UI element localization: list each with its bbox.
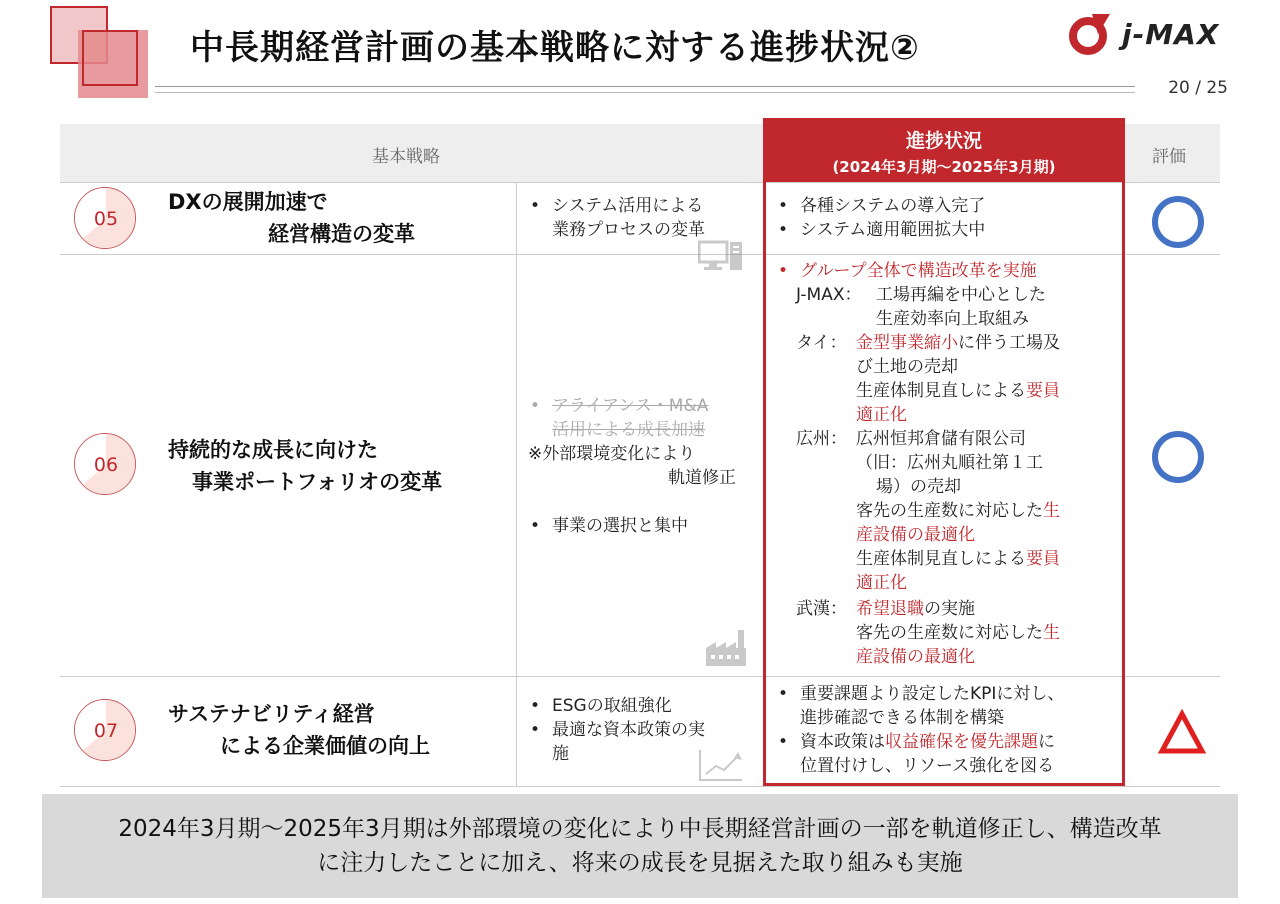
progress-text: 生産体制見直しによる要員 (856, 381, 1060, 401)
progress-header-period: (2024年3月期～2025年3月期) (832, 158, 1056, 176)
strategy-number-badge (74, 699, 136, 761)
row-divider (60, 786, 1220, 787)
strategy-number: 06 (93, 454, 119, 476)
progress-text: 金型事業縮小に伴う工場及 (856, 333, 1060, 353)
progress-text: （旧：広州丸順社第１工 (856, 453, 1043, 473)
summary-box (42, 794, 1238, 898)
strategy-number-badge (74, 187, 136, 249)
measure-item-cont: 施 (552, 744, 569, 764)
progress-text: 工場再編を中心とした (876, 285, 1046, 305)
progress-text: 適正化 (856, 573, 907, 593)
progress-text: 広州恒邦倉儲有限公司 (856, 429, 1026, 449)
progress-header-title: 進捗状況 (905, 130, 982, 152)
progress-heading: • グループ全体で構造改革を実施 (800, 259, 1037, 283)
measure-item: • 事業の選択と集中 (552, 514, 688, 538)
strategy-number: 07 (93, 720, 119, 742)
header-eval-cell (1125, 124, 1220, 182)
strategy-title-line2: 事業ポートフォリオの変革 (192, 470, 443, 494)
progress-entity-label: 広州： (796, 429, 847, 449)
measure-item-struck: • アライアンス・M&A (552, 394, 708, 418)
logo-mark-icon (1066, 12, 1118, 58)
progress-text: 希望退職の実施 (856, 599, 975, 619)
evaluation-triangle-icon (1158, 709, 1206, 755)
progress-item: • 資本政策は収益確保を優先課題に (800, 730, 1055, 754)
factory-icon (704, 628, 748, 668)
progress-text: 産設備の最適化 (856, 647, 975, 667)
strategy-title-line1: DXの展開加速で (168, 190, 328, 214)
strategy-title-line2: による企業価値の向上 (220, 734, 430, 758)
measure-item-cont: 業務プロセスの変革 (552, 220, 705, 240)
progress-item: • 重要課題より設定したKPIに対し、 (800, 682, 1064, 706)
progress-text: 客先の生産数に対応した生 (856, 623, 1060, 643)
decor-square (82, 30, 138, 86)
title-divider (155, 92, 1135, 93)
progress-item-cont: 進捗確認できる体制を構築 (800, 708, 1004, 728)
progress-item-cont: 位置付けし、リソース強化を図る (800, 756, 1055, 776)
measure-item-struck-cont: 活用による成長加速 (552, 420, 705, 440)
evaluation-circle-icon (1152, 196, 1204, 248)
measure-item: • システム活用による (552, 194, 703, 218)
progress-entity-label: タイ： (796, 333, 847, 353)
progress-text: 生産体制見直しによる要員 (856, 549, 1060, 569)
measure-note-cont: 軌道修正 (668, 468, 736, 488)
page-title: 中長期経営計画の基本戦略に対する進捗状況② (190, 28, 920, 68)
progress-entity-label: 武漢： (796, 599, 847, 619)
growth-chart-icon (698, 748, 744, 782)
measure-item: • 最適な資本政策の実 (552, 718, 705, 742)
progress-entity-label: J-MAX： (796, 285, 862, 305)
header-strategy: 基本戦略 (372, 147, 440, 167)
strategy-title-line2: 経営構造の変革 (268, 222, 415, 246)
strategy-title-line1: 持続的な成長に向けた (168, 438, 378, 462)
evaluation-circle-icon (1152, 431, 1204, 483)
strategy-title-line1: サステナビリティ経営 (168, 702, 375, 726)
page-number: 20 / 25 (1168, 78, 1228, 98)
header-evaluation: 評価 (1152, 147, 1186, 167)
progress-text: 客先の生産数に対応した生 (856, 501, 1060, 521)
title-divider (155, 86, 1135, 87)
measure-item: • ESGの取組強化 (552, 694, 672, 718)
column-divider (516, 182, 517, 786)
progress-text: 産設備の最適化 (856, 525, 975, 545)
computer-icon (698, 240, 744, 272)
progress-item: • システム適用範囲拡大中 (800, 218, 985, 242)
progress-item: • 各種システムの導入完了 (800, 194, 985, 218)
measure-note: ※外部環境変化により (528, 444, 696, 464)
progress-text: び土地の売却 (856, 357, 958, 377)
summary-text: 2024年3月期～2025年3月期は外部環境の変化により中長期経営計画の一部を軌道修正し、構造改革に注力したことに加え、将来の成長を見据えた取り組みも実施 (118, 816, 1162, 876)
progress-text: 場）の売却 (876, 477, 961, 497)
progress-text: 適正化 (856, 405, 907, 425)
strategy-number: 05 (93, 208, 119, 230)
strategy-number-badge (74, 433, 136, 495)
logo-text: j-MAX (1122, 18, 1220, 51)
header-strategy-cell (60, 124, 763, 182)
progress-text: 生産効率向上取組み (876, 309, 1029, 329)
company-logo (1066, 12, 1246, 58)
